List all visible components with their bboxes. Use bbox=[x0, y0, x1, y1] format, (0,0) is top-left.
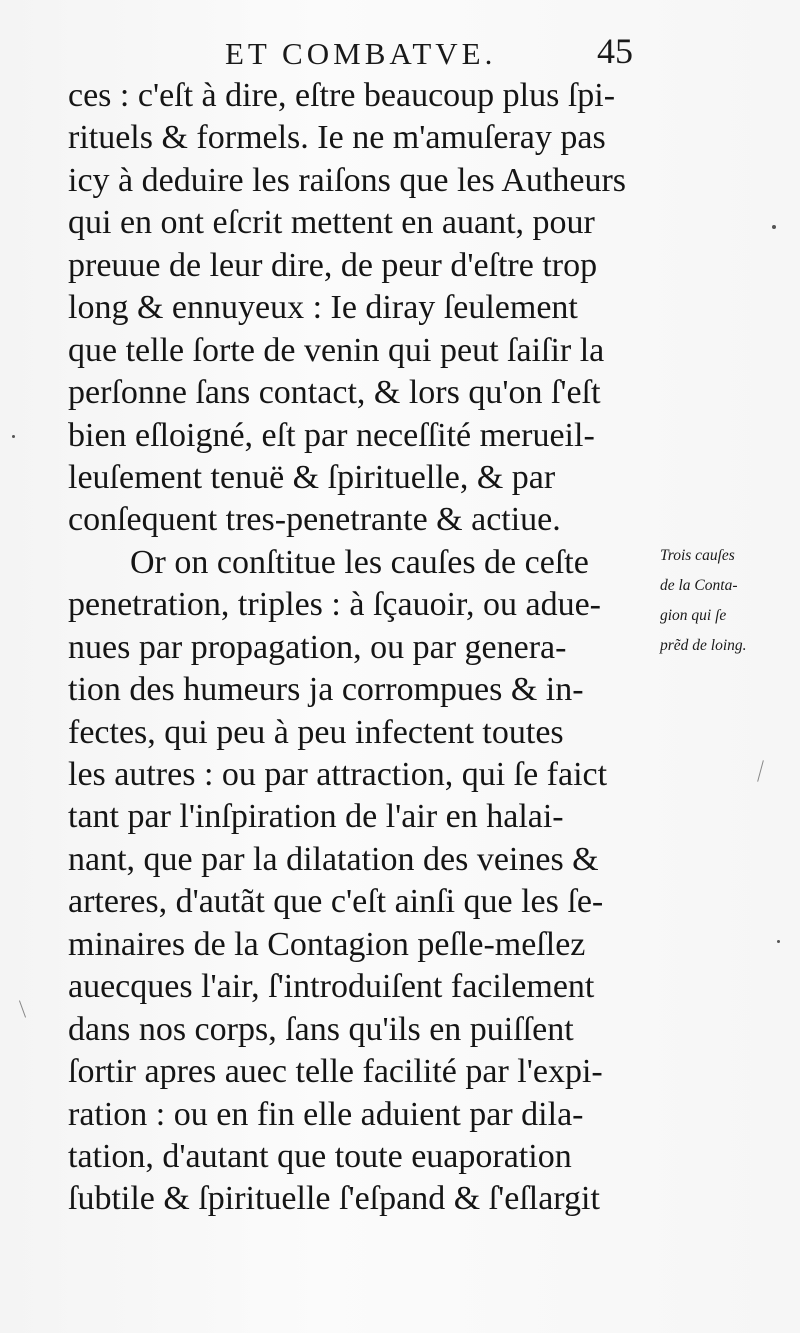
text-line: icy à deduire les raiſons que les Autheurs bbox=[68, 161, 627, 199]
text-line: fectes, qui peu à peu infectent toutes bbox=[68, 713, 564, 751]
scan-speck bbox=[12, 435, 15, 438]
paragraph-start-line: Or on conſtitue les cauſes de ceſte bbox=[130, 543, 589, 581]
page-header bbox=[0, 30, 800, 74]
text-line: tation, d'autant que toute euaporation bbox=[68, 1137, 572, 1175]
marginal-note-line: gion qui ſe bbox=[660, 607, 727, 624]
marginal-note-line: prẽd de loing. bbox=[660, 637, 747, 654]
text-line: dans nos corps, ſans qu'ils en puiſſent bbox=[68, 1010, 574, 1048]
page-number: 45 bbox=[597, 31, 633, 71]
text-line: penetration, triples : à ſçauoir, ou adue- bbox=[68, 586, 601, 624]
text-line: les autres : ou par attraction, qui ſe faict bbox=[68, 756, 608, 793]
scan-mark bbox=[757, 760, 764, 782]
text-line: ſubtile & ſpirituelle ſ'eſpand & ſ'eſlargit bbox=[68, 1180, 600, 1218]
text-line: nant, que par la dilatation des veines & bbox=[68, 840, 599, 878]
text-line: que telle ſorte de venin qui peut ſaiſir la bbox=[68, 331, 605, 369]
text-line: ration : ou en fin elle aduient par dila- bbox=[68, 1095, 584, 1133]
text-line: conſequent tres-penetrante & actiue. bbox=[68, 501, 561, 539]
text-line: minaires de la Contagion peſle-meſlez bbox=[68, 925, 586, 963]
text-line: auecques l'air, ſ'introduiſent facilement bbox=[68, 968, 595, 1006]
text-line: long & ennuyeux : Ie diray ſeulement bbox=[68, 289, 578, 327]
text-line: rituels & formels. Ie ne m'amuſeray pas bbox=[68, 119, 606, 157]
marginal-note-line: de la Conta- bbox=[660, 577, 738, 594]
text-line: ſortir apres auec telle facilité par l'expi- bbox=[68, 1053, 603, 1091]
text-line: preuue de leur dire, de peur d'eſtre trop bbox=[68, 246, 598, 284]
running-head: ET COMBATVE. bbox=[225, 36, 497, 71]
text-line: perſonne ſans contact, & lors qu'on ſ'eſt bbox=[68, 374, 601, 412]
marginal-note bbox=[660, 541, 795, 661]
text-line: leuſement tenuë & ſpirituelle, & par bbox=[68, 458, 556, 496]
scan-speck bbox=[772, 225, 776, 229]
text-line: ces : c'eſt à dire, eſtre beaucoup plus ſpi- bbox=[68, 77, 616, 114]
text-line: tion des humeurs ja corrompues & in- bbox=[68, 671, 584, 709]
scan-speck bbox=[777, 940, 780, 943]
text-line: qui en ont eſcrit mettent en auant, pour bbox=[68, 204, 595, 242]
text-line: nues par propagation, ou par genera- bbox=[68, 628, 567, 666]
marginal-note-line: Trois cauſes bbox=[660, 547, 735, 564]
scan-mark bbox=[19, 1000, 26, 1017]
text-line: bien eſloigné, eſt par neceſſité merueil- bbox=[68, 416, 595, 454]
text-line: arteres, d'autãt que c'eſt ainſi que les ſe- bbox=[68, 883, 604, 921]
text-line: tant par l'inſpiration de l'air en halai- bbox=[68, 798, 564, 836]
body-text bbox=[68, 75, 658, 1221]
